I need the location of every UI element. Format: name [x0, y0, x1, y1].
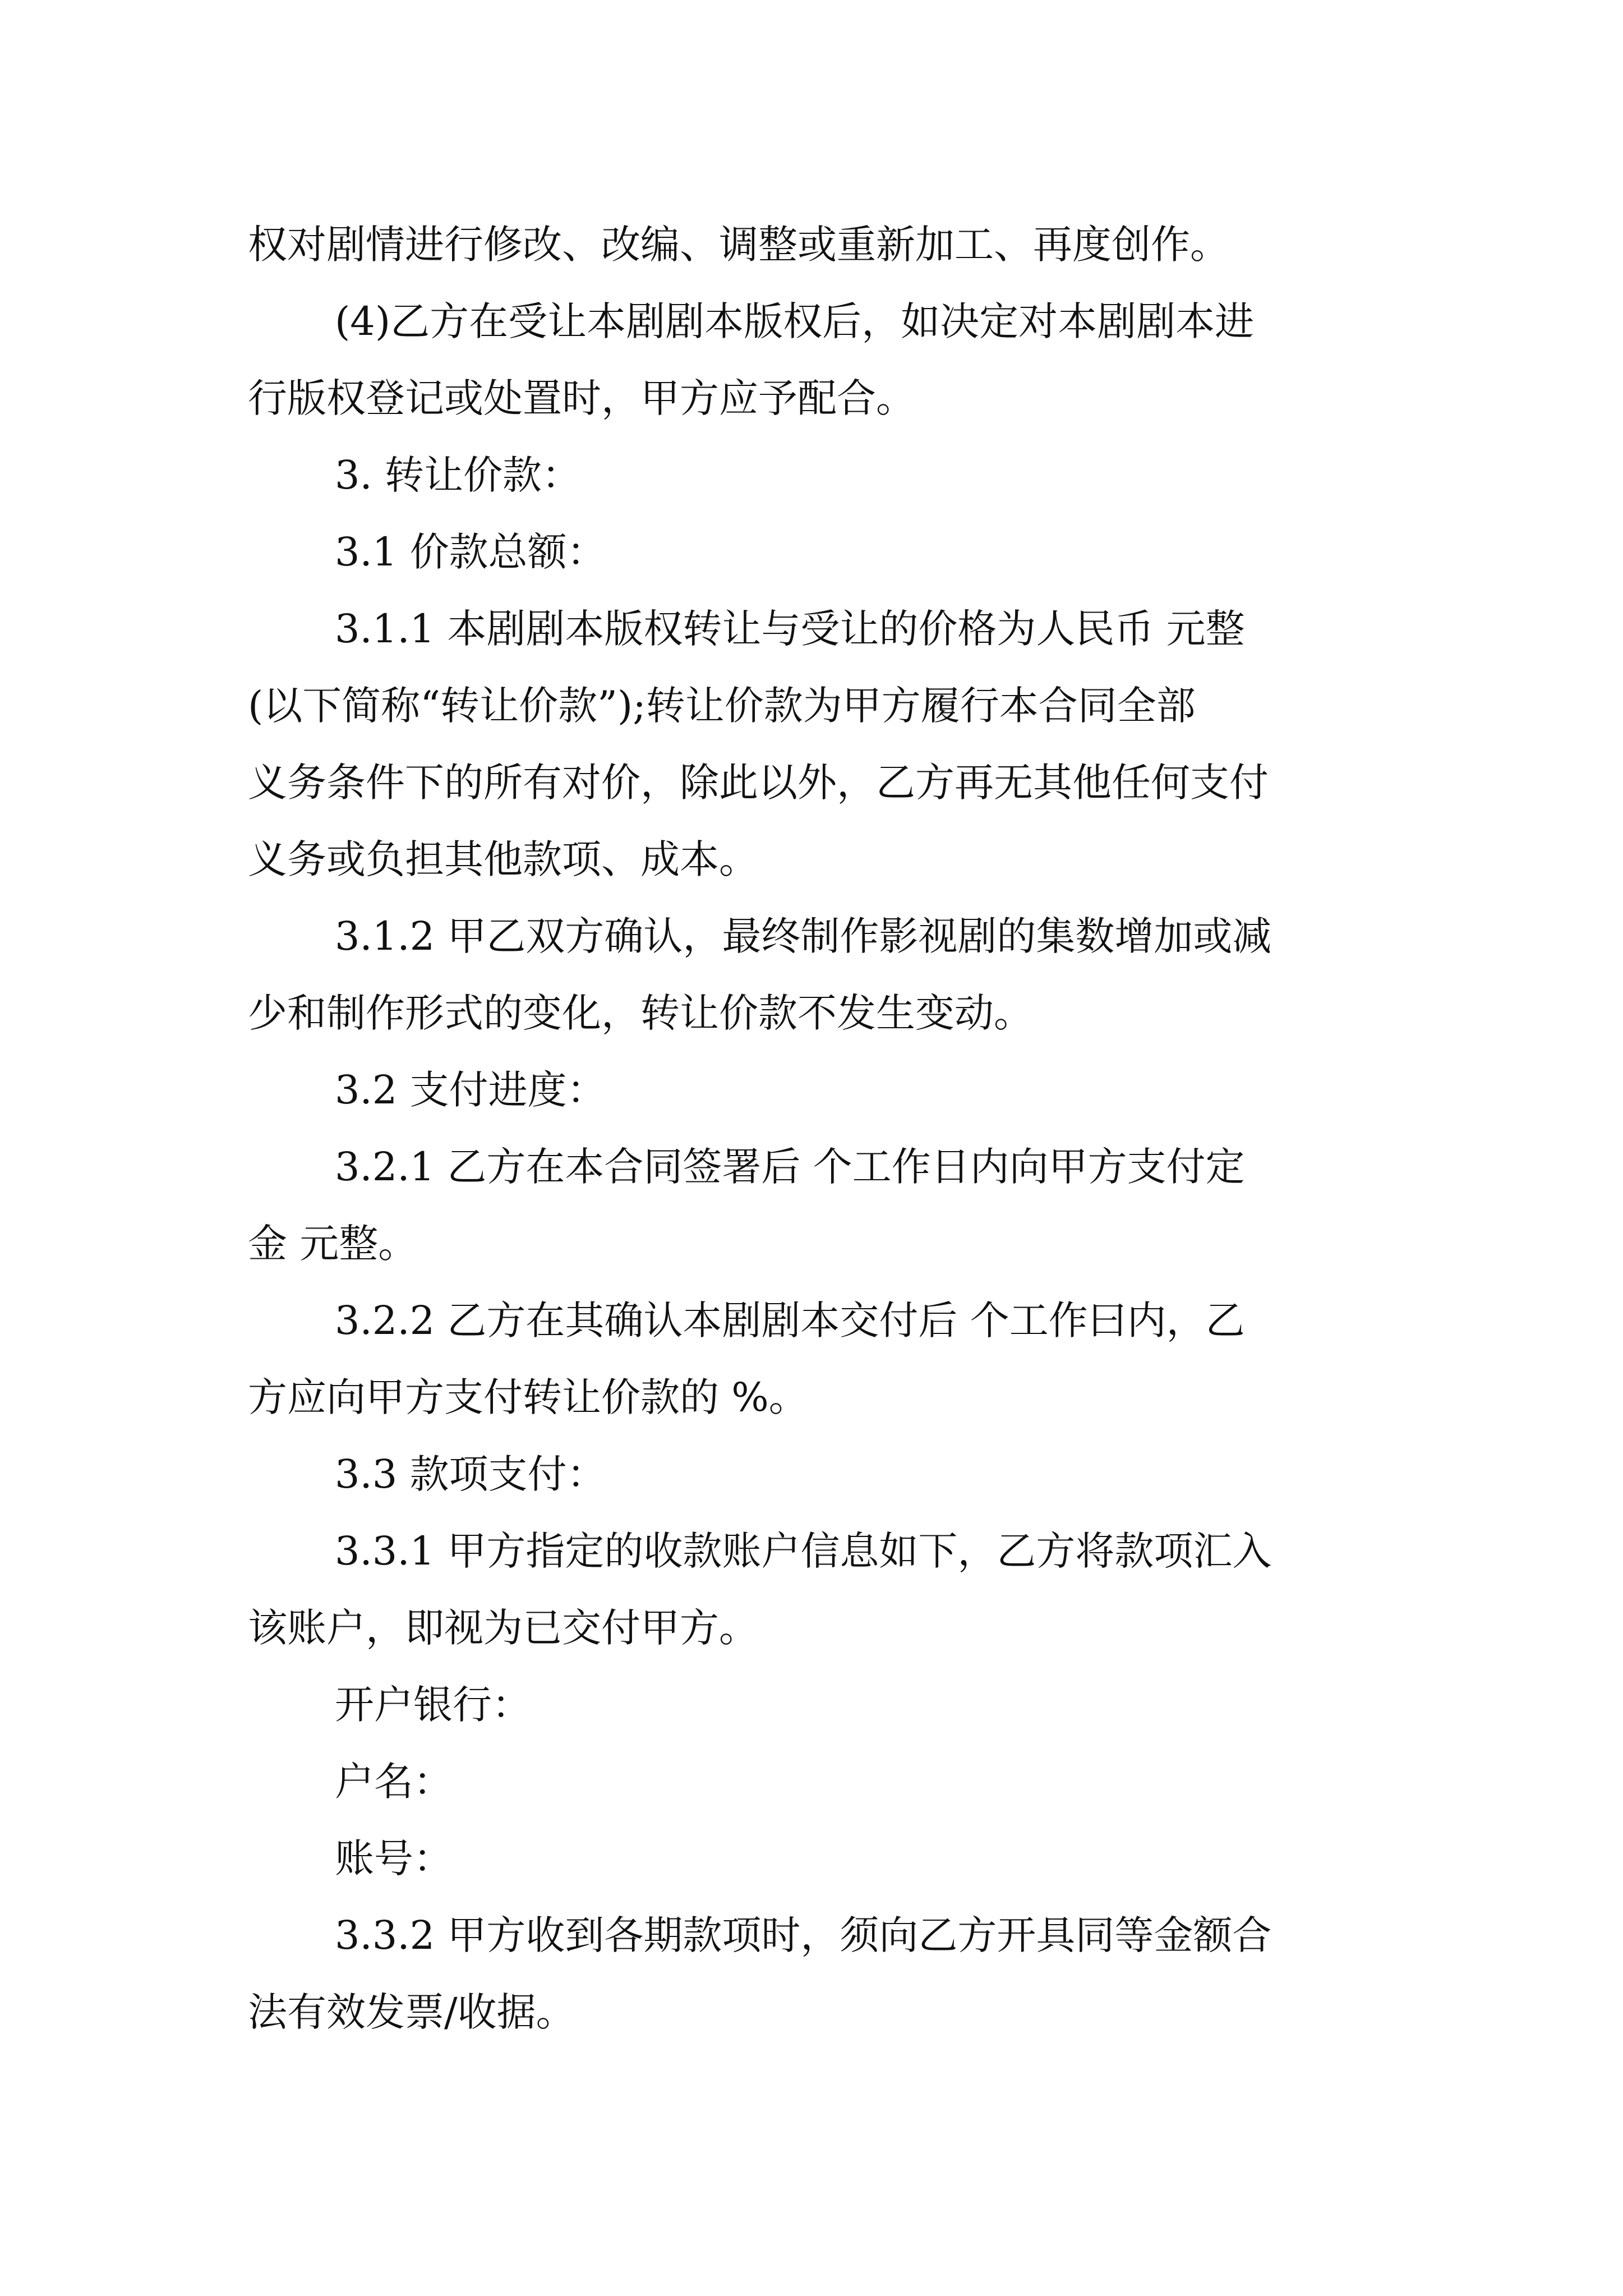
text-line: 法有效发票/收据。 [248, 1989, 575, 2035]
account-holder-label: 户名： [335, 1759, 453, 1805]
bank-name-label: 开户银行： [335, 1682, 531, 1728]
document-body [248, 206, 1386, 2051]
section-heading: 3.1 价款总额： [335, 529, 606, 575]
text-line: 少和制作形式的变化，转让价款不发生变动。 [248, 990, 1033, 1036]
text-line: 权对剧情进行修改、改编、调整或重新加工、再度创作。 [248, 222, 1229, 268]
text-line: 义务或负担其他款项、成本。 [248, 836, 758, 882]
text-line: 3.3.1 甲方指定的收款账户信息如下，乙方将款项汇入 [335, 1528, 1272, 1574]
text-line: (以下简称“转让价款”);转让价款为甲方履行本合同全部 [248, 683, 1196, 729]
account-number-label: 账号： [335, 1835, 453, 1881]
text-line: 义务条件下的所有对价，除此以外，乙方再无其他任何支付 [248, 760, 1269, 806]
section-heading: 3.2 支付进度： [335, 1067, 606, 1113]
text-line: (4)乙方在受让本剧剧本版权后，如决定对本剧剧本进 [335, 298, 1255, 344]
text-line: 3.1.2 甲乙双方确认，最终制作影视剧的集数增加或减 [335, 913, 1272, 959]
text-line: 该账户，即视为已交付甲方。 [248, 1605, 758, 1651]
section-heading: 3.3 款项支付： [335, 1451, 606, 1497]
text-line: 方应向甲方支付转让价款的 %。 [248, 1374, 808, 1420]
text-line: 行版权登记或处置时，甲方应予配合。 [248, 375, 915, 421]
text-line: 3.2.1 乙方在本合同签署后 个工作日内向甲方支付定 [335, 1144, 1245, 1190]
text-line: 3.3.2 甲方收到各期款项时，须向乙方开具同等金额合 [335, 1912, 1272, 1958]
text-line: 金 元整。 [248, 1221, 418, 1267]
text-line: 3.1.1 本剧剧本版权转让与受让的价格为人民币 元整 [335, 606, 1245, 652]
text-line: 3.2.2 乙方在其确认本剧剧本交付后 个工作曰内，乙 [335, 1297, 1245, 1343]
section-heading: 3. 转让价款： [335, 452, 582, 498]
